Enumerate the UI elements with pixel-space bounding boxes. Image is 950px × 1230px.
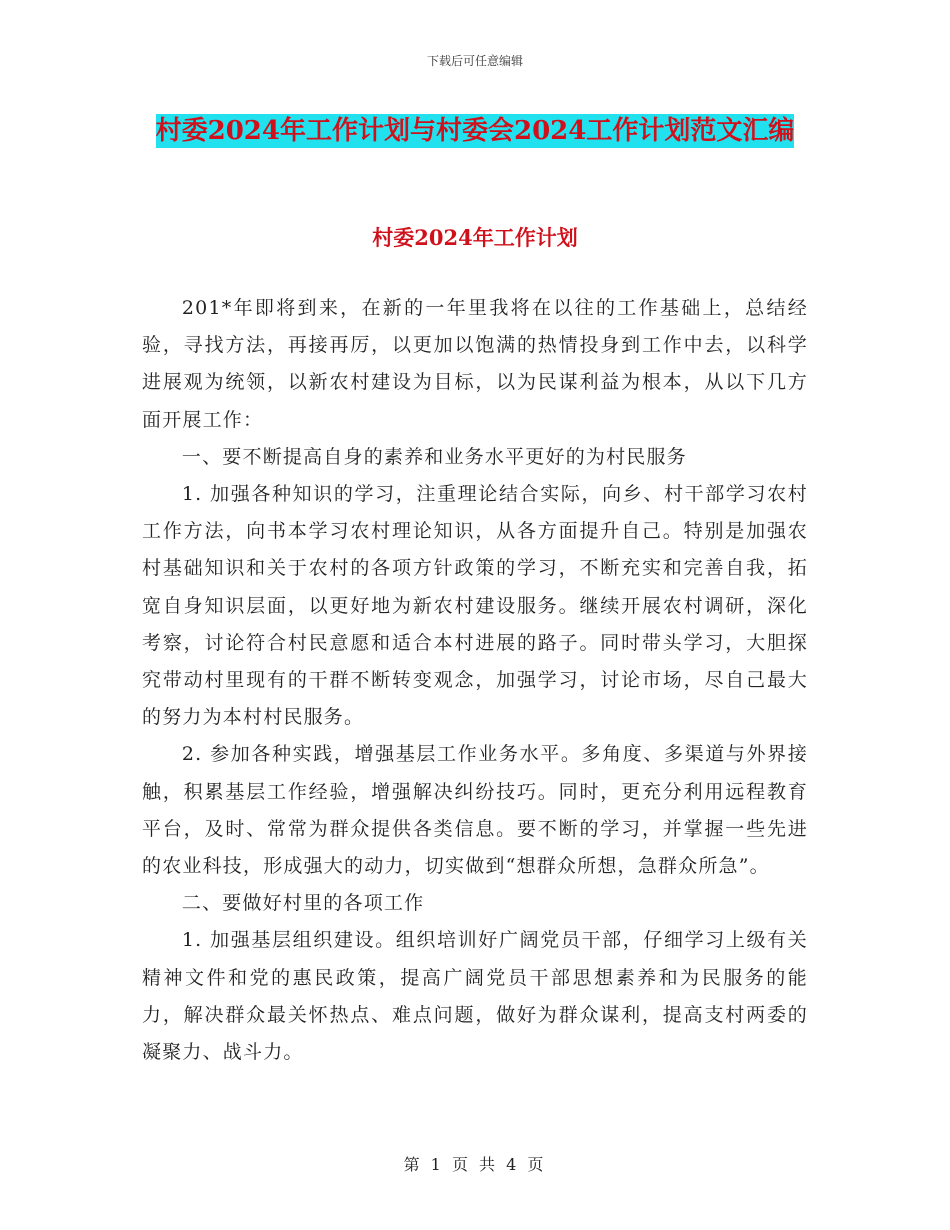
document-title-text: 村委2024年工作计划与村委会2024工作计划范文汇编: [155, 116, 795, 146]
header-note: 下载后可任意编辑: [426, 54, 523, 68]
paragraph-item-1-2: 2. 参加各种实践，增强基层工作业务水平。多角度、多渠道与外界接触，积累基层工作经验，增强解决纠纷技巧。同时，更充分利用远程教育平台，及时、常常为群众提供各类信息。要不断的学习，并掌握一些先进的农业科技，形成强大的动力，切实做到“想群众所想，急群众所急”。: [142, 743, 808, 878]
paragraph-item-2-1: 1. 加强基层组织建设。组织培训好广阔党员干部，仔细学习上级有关精神文件和党的惠民政策，提高广阔党员干部思想素养和为民服务的能力，解决群众最关怀热点、难点问题，做好为群众谋利，提高支村两委的凝聚力、战斗力。: [142, 929, 808, 1064]
heading-two: 二、要做好村里的各项工作: [181, 892, 425, 915]
document-title: [140, 108, 810, 154]
page-number: 第 1 页 共 4 页: [403, 1155, 547, 1174]
heading-one: 一、要不断提高自身的素养和业务水平更好的为村民服务: [181, 445, 687, 468]
paragraph-intro: 201*年即将到来，在新的一年里我将在以往的工作基础上，总结经验，寻找方法，再接再厉，以更加以饱满的热情投身到工作中去，以科学进展观为统领，以新农村建设为目标，以为民谋利益为根本，从以下几方面开展工作：: [142, 297, 808, 431]
section-title: 村委2024年工作计划: [372, 225, 578, 250]
document-body: [142, 290, 808, 1071]
paragraph-item-1-1: 1. 加强各种知识的学习，注重理论结合实际，向乡、村干部学习农村工作方法，向书本学习农村理论知识，从各方面提升自己。特别是加强农村基础知识和关于农村的各项方针政策的学习，不断充实和完善自我，拓宽自身知识层面，以更好地为新农村建设服务。继续开展农村调研，深化考察，讨论符合村民意愿和适合本村进展的路子。同时带头学习，大胆探究带动村里现有的干群不断转变观念，加强学习，讨论市场，尽自己最大的努力为本村村民服务。: [142, 483, 808, 729]
